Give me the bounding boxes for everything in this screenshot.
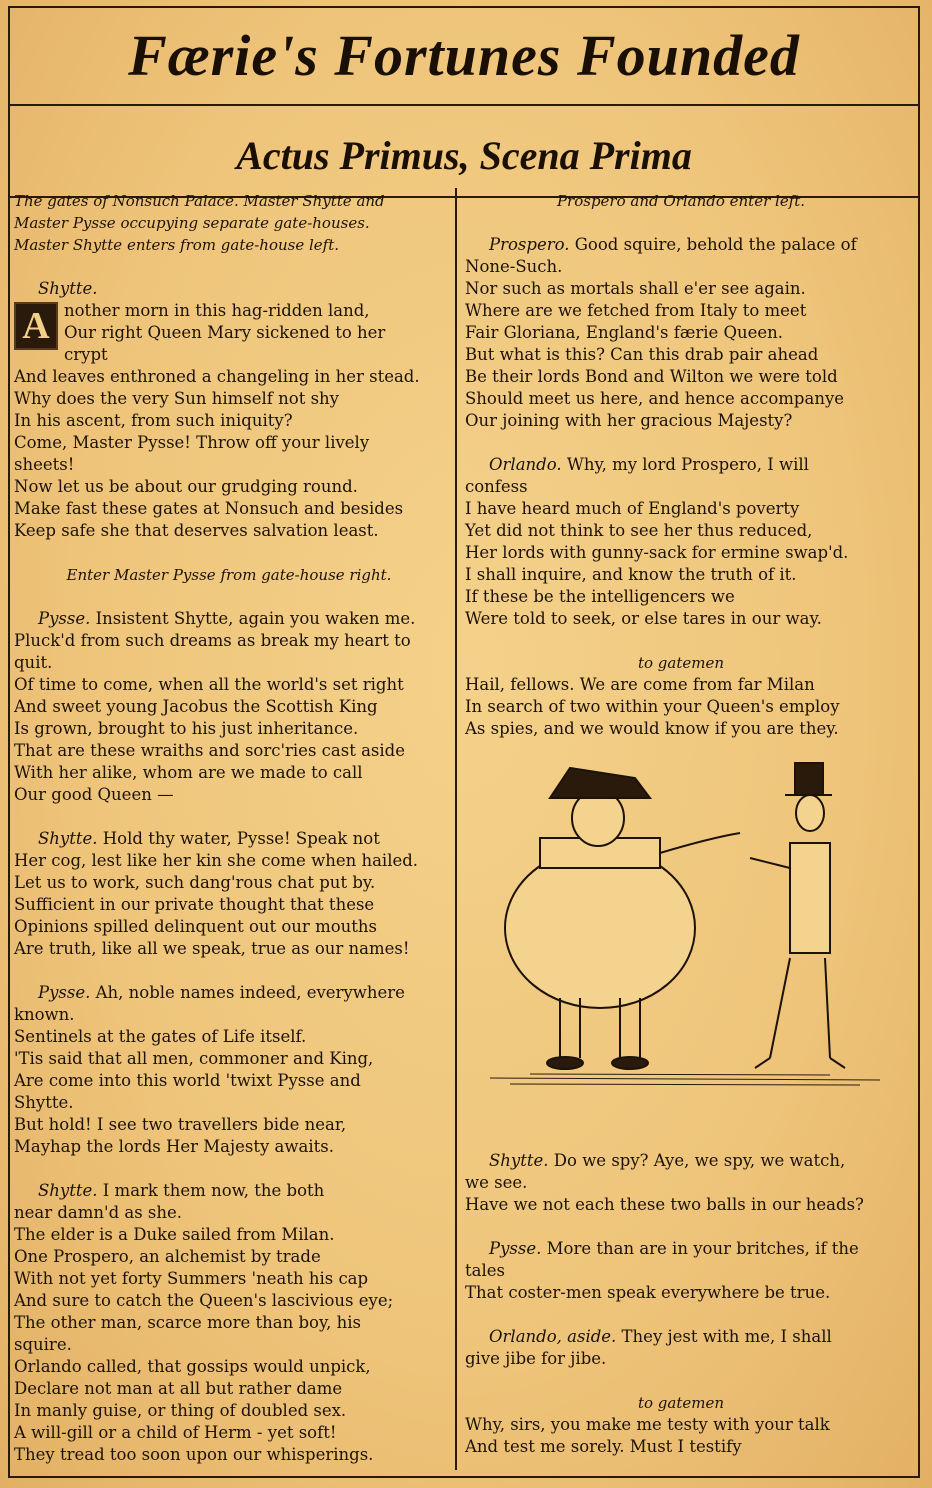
text-line: Hold thy water, Pysse! Speak not	[102, 829, 380, 848]
text-line: Master Shytte enters from gate-house left.	[14, 236, 340, 254]
slender-figure	[750, 763, 845, 1068]
text-line: None-Such.	[465, 257, 563, 276]
speaker-name: Shytte.	[38, 279, 98, 298]
right-column	[465, 190, 897, 740]
text-line: Come, Master Pysse! Throw off your lively	[14, 433, 370, 452]
stage-direction: to gatemen	[637, 1394, 725, 1412]
speaker-name: Shytte.	[38, 1181, 98, 1200]
text-line: we see.	[465, 1173, 528, 1192]
text-line: But what is this? Can this drab pair ahead	[465, 345, 819, 364]
speaker-name: Pysse.	[489, 1239, 542, 1258]
text-line: They tread too soon upon our whisperings.	[14, 1445, 374, 1464]
text-line: Pluck'd from such dreams as break my heart to	[14, 631, 411, 650]
column-divider	[455, 188, 457, 1470]
text-line: Why does the very Sun himself not shy	[14, 389, 339, 408]
drop-cap-letter: A	[14, 302, 58, 350]
stage-direction: to gatemen	[637, 654, 725, 672]
right-column-lower	[465, 1150, 897, 1458]
text-line: Now let us be about our grudging round.	[14, 477, 358, 496]
subtitle-banner	[10, 106, 918, 198]
text-line: confess	[465, 477, 528, 496]
text-line: known.	[14, 1005, 75, 1024]
text-line: In manly guise, or thing of doubled sex.	[14, 1401, 347, 1420]
speaker-name: Orlando.	[489, 455, 562, 474]
speaker-name: Pysse.	[38, 983, 91, 1002]
text-line: Declare not man at all but rather dame	[14, 1379, 343, 1398]
left-column	[14, 190, 444, 1488]
speech-block	[465, 454, 897, 630]
scene-subtitle: Actus Primus, Scena Prima	[236, 133, 692, 178]
text-line: Be their lords Bond and Wilton we were told	[465, 367, 838, 386]
text-line: And sweet young Jacobus the Scottish King	[14, 697, 378, 716]
text-line: Fair Gloriana, England's færie Queen.	[465, 323, 784, 342]
text-line: That are these wraiths and sorc'ries cast aside	[14, 741, 405, 760]
text-line: Her cog, lest like her kin she come when hailed.	[14, 851, 419, 870]
stage-direction: Enter Master Pysse from gate-house right.	[66, 566, 392, 584]
stage-direction: Prospero and Orlando enter left.	[556, 192, 806, 210]
text-line: With her alike, whom are we made to call	[14, 763, 363, 782]
text-line: In search of two within your Queen's employ	[465, 697, 840, 716]
text-line: Hail, fellows. We are come from far Milan	[465, 675, 815, 694]
speech-block	[465, 234, 897, 432]
text-line: 'Tis said that all men, commoner and King,	[14, 1049, 374, 1068]
page-title: Færie's Fortunes Founded	[128, 23, 800, 88]
text-line: Do we spy? Aye, we spy, we watch,	[553, 1151, 846, 1170]
text-line: Why, sirs, you make me testy with your talk	[465, 1415, 830, 1434]
speech-block	[14, 1180, 444, 1466]
text-line: Master Pysse occupying separate gate-houses.	[14, 214, 370, 232]
text-line: And test me sorely. Must I testify	[465, 1437, 742, 1456]
text-line: Is grown, brought to his just inheritance.	[14, 719, 359, 738]
text-line: Our right Queen Mary sickened to her	[64, 323, 386, 342]
text-line: And leaves enthroned a changeling in her stead.	[14, 367, 420, 386]
speaker-name: Orlando, aside.	[489, 1327, 617, 1346]
text-line: Sufficient in our private thought that these	[14, 895, 375, 914]
text-line: If these be the intelligencers we	[465, 587, 735, 606]
text-line: Insistent Shytte, again you waken me.	[95, 609, 416, 628]
text-line: sheets!	[14, 455, 75, 474]
text-line: One Prospero, an alchemist by trade	[14, 1247, 321, 1266]
text-line: I shall inquire, and know the truth of it.	[465, 565, 797, 584]
text-line: Of time to come, when all the world's set right	[14, 675, 404, 694]
text-line: crypt	[64, 345, 108, 364]
text-line: give jibe for jibe.	[465, 1349, 607, 1368]
text-line: More than are in your britches, if the	[546, 1239, 859, 1258]
text-line: I have heard much of England's poverty	[465, 499, 800, 518]
ground-hatching	[490, 1074, 880, 1085]
speech-block	[465, 1326, 897, 1370]
speech-block	[465, 652, 897, 740]
text-line: Why, my lord Prospero, I will	[566, 455, 809, 474]
text-line: But hold! I see two travellers bide near,	[14, 1115, 347, 1134]
text-line: near damn'd as she.	[14, 1203, 183, 1222]
text-line: With not yet forty Summers 'neath his cap	[14, 1269, 369, 1288]
text-line: Her lords with gunny-sack for ermine swap'd.	[465, 543, 849, 562]
text-line: Ah, noble names indeed, everywhere	[95, 983, 405, 1002]
speaker-name: Prospero.	[489, 235, 570, 254]
text-line: Mayhap the lords Her Majesty awaits.	[14, 1137, 334, 1156]
text-line: Have we not each these two balls in our heads?	[465, 1195, 864, 1214]
title-banner	[10, 8, 918, 106]
text-line: The other man, scarce more than boy, his	[14, 1313, 361, 1332]
text-line: nother morn in this hag-ridden land,	[64, 301, 370, 320]
speech-block	[465, 1238, 897, 1304]
text-line: squire.	[14, 1335, 72, 1354]
woodcut-illustration	[470, 758, 900, 1098]
speech-block	[14, 828, 444, 960]
speaker-name: Pysse.	[38, 609, 91, 628]
text-line: Are come into this world 'twixt Pysse and	[14, 1071, 361, 1090]
text-line: Keep safe she that deserves salvation least.	[14, 521, 379, 540]
text-line: In his ascent, from such iniquity?	[14, 411, 293, 430]
text-line: Are truth, like all we speak, true as our names!	[14, 939, 410, 958]
text-line: Good squire, behold the palace of	[574, 235, 857, 254]
speech-block	[14, 278, 444, 542]
text-line: tales	[465, 1261, 505, 1280]
text-line: Opinions spilled delinquent out our mouths	[14, 917, 377, 936]
text-line: Sentinels at the gates of Life itself.	[14, 1027, 307, 1046]
text-line: Make fast these gates at Nonsuch and besides	[14, 499, 404, 518]
speech-block	[14, 608, 444, 806]
text-line: Yet did not think to see her thus reduced,	[465, 521, 813, 540]
speech-block	[465, 1150, 897, 1216]
text-line: Our good Queen —	[14, 785, 174, 804]
speaker-name: Shytte.	[489, 1151, 549, 1170]
text-line: Nor such as mortals shall e'er see again.	[465, 279, 806, 298]
stage-direction	[14, 190, 444, 256]
text-line: Orlando called, that gossips would unpick,	[14, 1357, 371, 1376]
text-line: A will-gill or a child of Herm - yet soft!	[14, 1423, 337, 1442]
text-line: Where are we fetched from Italy to meet	[465, 301, 807, 320]
speech-block	[14, 982, 444, 1158]
text-line: That coster-men speak everywhere be true.	[465, 1283, 831, 1302]
speaker-name: Shytte.	[38, 829, 98, 848]
text-line: Were told to seek, or else tares in our way.	[465, 609, 822, 628]
text-line: Let us to work, such dang'rous chat put by.	[14, 873, 376, 892]
text-line: Our joining with her gracious Majesty?	[465, 411, 793, 430]
text-line: Shytte.	[14, 1093, 74, 1112]
text-line: I mark them now, the both	[102, 1181, 325, 1200]
text-line: And sure to catch the Queen's lascivious eye;	[14, 1291, 394, 1310]
text-line: As spies, and we would know if you are they.	[465, 719, 839, 738]
portly-figure	[505, 768, 740, 1069]
text-line: They jest with me, I shall	[621, 1327, 832, 1346]
text-line: The gates of Nonsuch Palace. Master Shytte and	[14, 192, 385, 210]
drop-cap-paragraph	[14, 300, 444, 542]
text-line: The elder is a Duke sailed from Milan.	[14, 1225, 335, 1244]
text-line: quit.	[14, 653, 53, 672]
text-line: Should meet us here, and hence accompanye	[465, 389, 845, 408]
speech-block	[465, 1392, 897, 1458]
